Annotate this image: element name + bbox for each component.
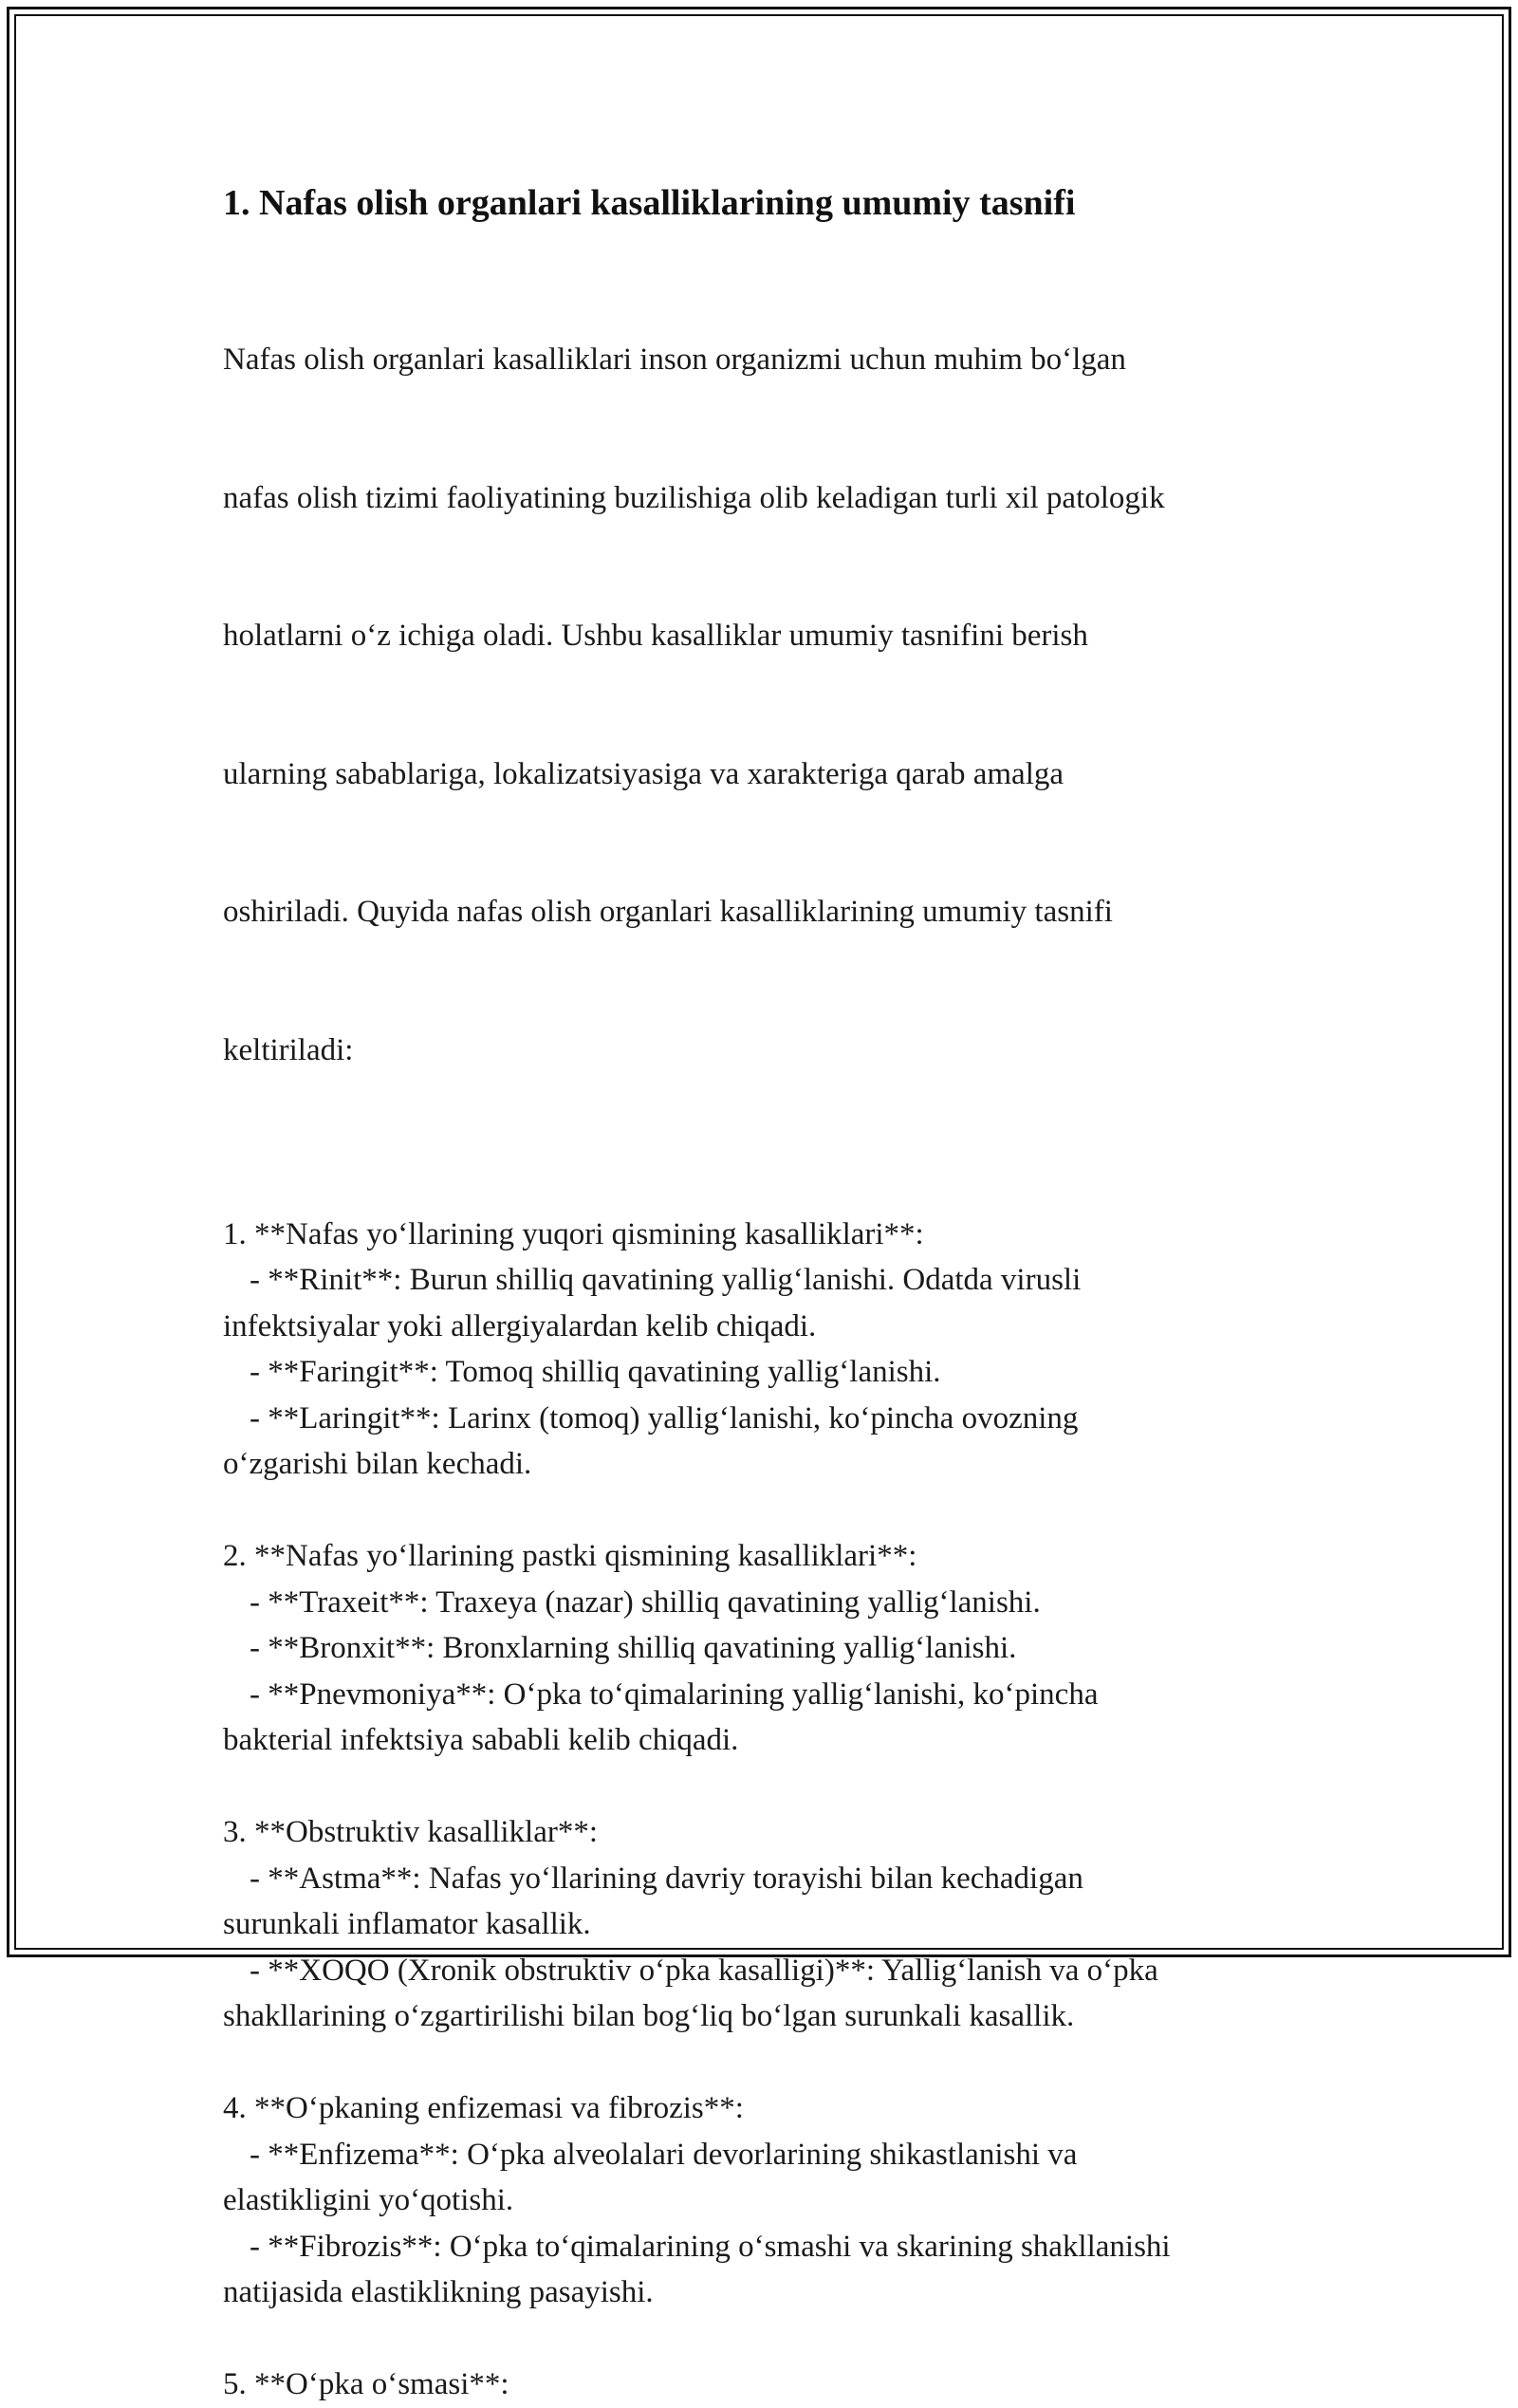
list-item: shakllarining oʻzgartirilishi bilan bogʻliq boʻlgan surunkali kasallik. xyxy=(223,1999,1075,2033)
list-item: - **Enfizema**: Oʻpka alveolalari devorlarining shikastlanishi va xyxy=(250,2137,1078,2172)
list-item: oʻzgarishi bilan kechadi. xyxy=(223,1447,532,1481)
list-section xyxy=(223,1809,1305,2040)
list-item: surunkali inflamator kasallik. xyxy=(223,1907,591,1941)
section-heading: 4. **Oʻpkaning enfizemasi va fibrozis**: xyxy=(223,2091,744,2125)
list-item: - **Bronxit**: Bronxlarning shilliq qavatining yalligʻlanishi. xyxy=(250,1631,1017,1665)
list-item: - **Laringit**: Larinx (tomoq) yalligʻlanishi, koʻpincha ovozning xyxy=(250,1400,1079,1436)
list-section xyxy=(223,1212,1305,1488)
intro-line: Nafas olish organlari kasalliklari inson organizmi uchun muhim boʻlgan xyxy=(223,343,1126,377)
list-section xyxy=(223,2085,1305,2316)
intro-line: keltiriladi: xyxy=(223,1032,354,1067)
list-item: - **Pnevmoniya**: Oʻpka toʻqimalarining yalligʻlanishi, koʻpincha xyxy=(250,1676,1099,1712)
intro-paragraph xyxy=(223,245,1305,1165)
list-item: - **Faringit**: Tomoq shilliq qavatining yalligʻlanishi. xyxy=(250,1355,941,1389)
list-item: elastikligini yoʻqotishi. xyxy=(223,2183,514,2217)
section-heading: 1. **Nafas yoʻllarining yuqori qismining kasalliklari**: xyxy=(223,1216,924,1251)
section-heading: 3. **Obstruktiv kasalliklar**: xyxy=(223,1815,599,1849)
section-heading: 2. **Nafas yoʻllarining pastki qismining kasalliklari**: xyxy=(223,1539,917,1573)
list-section xyxy=(223,2362,1305,2408)
intro-line: ularning sabablariga, lokalizatsiyasiga va xarakteriga qarab amalga xyxy=(223,756,1064,791)
intro-line: nafas olish tizimi faoliyatining buzilishiga olib keladigan turli xil patologik xyxy=(223,480,1165,515)
list-item: - **XOQO (Xronik obstruktiv oʻpka kasalligi)**: Yalligʻlanish va oʻpka xyxy=(250,1953,1158,1988)
list-item: - **Traxeit**: Traxeya (nazar) shilliq qavatining yalligʻlanishi. xyxy=(250,1584,1041,1620)
list-item: - **Fibrozis**: Oʻpka toʻqimalarining oʻsmashi va skarining shakllanishi xyxy=(250,2229,1171,2264)
document-title: 1. Nafas olish organlari kasalliklarining umumiy tasnifi xyxy=(223,183,1076,223)
list-item: infektsiyalar yoki allergiyalardan kelib chiqadi. xyxy=(223,1308,817,1343)
list-section xyxy=(223,1533,1305,1764)
document-body xyxy=(223,180,1305,2408)
sections-container xyxy=(223,1212,1305,2408)
section-heading: 5. **Oʻpka oʻsmasi**: xyxy=(223,2367,509,2401)
intro-line: holatlarni oʻz ichiga oladi. Ushbu kasalliklar umumiy tasnifini berish xyxy=(223,619,1088,653)
list-item: - **Astma**: Nafas yoʻllarining davriy torayishi bilan kechadigan xyxy=(250,1861,1083,1896)
list-item: - **Rinit**: Burun shilliq qavatining yalligʻlanishi. Odatda virusli xyxy=(250,1263,1082,1297)
list-item: natijasida elastiklikning pasayishi. xyxy=(223,2275,654,2309)
list-item: bakterial infektsiya sababli kelib chiqadi. xyxy=(223,1723,739,1757)
intro-line: oshiriladi. Quyida nafas olish organlari kasalliklarining umumiy tasnifi xyxy=(223,895,1113,929)
